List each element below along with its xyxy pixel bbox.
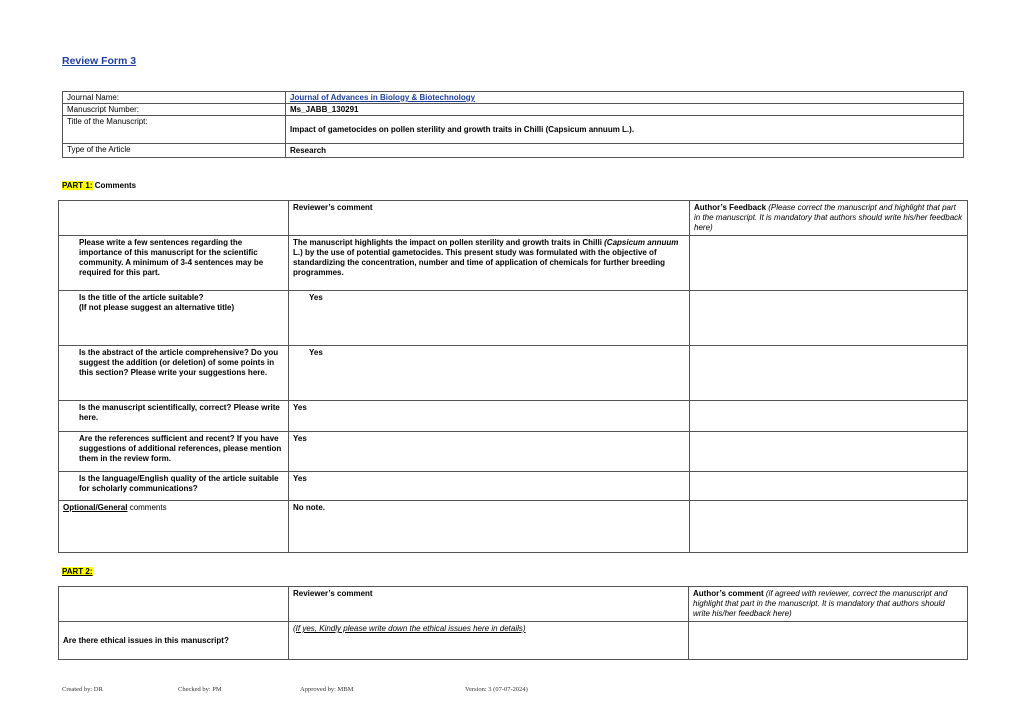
- table-row: [59, 291, 968, 346]
- part2-header-row: [59, 587, 968, 622]
- table-row: [59, 472, 968, 501]
- table-row: [59, 432, 968, 472]
- reviewer-comment-header: Reviewer’s comment: [289, 587, 689, 622]
- manuscript-number-label: Manuscript Number:: [63, 104, 286, 116]
- article-type-label: Type of the Article: [63, 144, 286, 158]
- question-references: Are the references sufficient and recent? If you have suggestions of additional references, please mention them in the review form.: [59, 432, 289, 472]
- question-scientific: Is the manuscript scientifically, correct? Please write here.: [59, 401, 289, 432]
- author-feedback-cell[interactable]: [690, 472, 968, 501]
- table-row: [59, 401, 968, 432]
- optional-comments-answer: No note.: [289, 501, 690, 553]
- part2-ethics-table: [58, 586, 968, 660]
- table-row: [59, 346, 968, 401]
- footer-version: Version: 3 (07-07-2024): [465, 686, 528, 693]
- author-feedback-header: Author’s Feedback (Please correct the manuscript and highlight that part in the manuscript. It is mandatory that authors should write his/her feedback here): [690, 201, 968, 236]
- author-feedback-cell[interactable]: [690, 432, 968, 472]
- manuscript-title-label: Title of the Manuscript:: [63, 116, 286, 144]
- answer-importance: The manuscript highlights the impact on pollen sterility and growth traits in Chilli (Capsicum annuum L.) by the use of potential gametocides. This present study was formulated with the objective of standardizing the concentration, number and time of application of chemicals for further breeding programmes.: [289, 236, 690, 291]
- journal-link[interactable]: Journal of Advances in Biology & Biotechnology: [290, 93, 476, 102]
- part1-comments-table: [58, 200, 968, 553]
- author-feedback-cell[interactable]: [690, 291, 968, 346]
- optional-comments-label: Optional/General comments: [59, 501, 289, 553]
- manuscript-info-table: [62, 91, 964, 158]
- question-importance: Please write a few sentences regarding the importance of this manuscript for the scientific community. A minimum of 3-4 sentences may be required for this part.: [59, 236, 289, 291]
- journal-label: Journal Name:: [63, 92, 286, 104]
- footer-created-by: Created by: DR: [62, 686, 103, 693]
- ethics-question: Are there ethical issues in this manuscript?: [59, 622, 289, 660]
- reviewer-comment-header: Reviewer’s comment: [289, 201, 690, 236]
- author-feedback-cell[interactable]: [690, 401, 968, 432]
- author-comment-header: Author’s comment (if agreed with reviewer, correct the manuscript and highlight that part in the manuscript. It is mandatory that authors should write his/her feedback here): [689, 587, 968, 622]
- part1-header-row: [59, 201, 968, 236]
- table-row: [59, 236, 968, 291]
- manuscript-number-value: Ms_JABB_130291: [286, 104, 964, 116]
- question-title: Is the title of the article suitable? (If not please suggest an alternative title): [59, 291, 289, 346]
- answer-abstract: Yes: [289, 346, 690, 401]
- author-feedback-cell[interactable]: [690, 346, 968, 401]
- answer-title: Yes: [289, 291, 690, 346]
- part2-heading: PART 2:: [62, 567, 93, 576]
- footer-approved-by: Approved by: MBM: [300, 686, 354, 693]
- question-language: Is the language/English quality of the article suitable for scholarly communications?: [59, 472, 289, 501]
- form-title: Review Form 3: [62, 55, 137, 67]
- author-feedback-cell[interactable]: [690, 501, 968, 553]
- part1-heading: PART 1: Comments: [62, 181, 137, 190]
- table-row: [59, 622, 968, 660]
- answer-references: Yes: [289, 432, 690, 472]
- question-abstract: Is the abstract of the article comprehensive? Do you suggest the addition (or deletion) of some points in this section? Please write your suggestions here.: [59, 346, 289, 401]
- table-row: [59, 501, 968, 553]
- footer-checked-by: Checked by: PM: [178, 686, 222, 693]
- answer-scientific: Yes: [289, 401, 690, 432]
- author-comment-cell[interactable]: [689, 622, 968, 660]
- ethics-hint: (If yes, Kindly please write down the ethical issues here in details): [289, 622, 689, 660]
- answer-language: Yes: [289, 472, 690, 501]
- article-type-value: Research: [286, 144, 964, 158]
- manuscript-title-value: Impact of gametocides on pollen sterility and growth traits in Chilli (Capsicum annuum L.).: [286, 116, 964, 144]
- author-feedback-cell[interactable]: [690, 236, 968, 291]
